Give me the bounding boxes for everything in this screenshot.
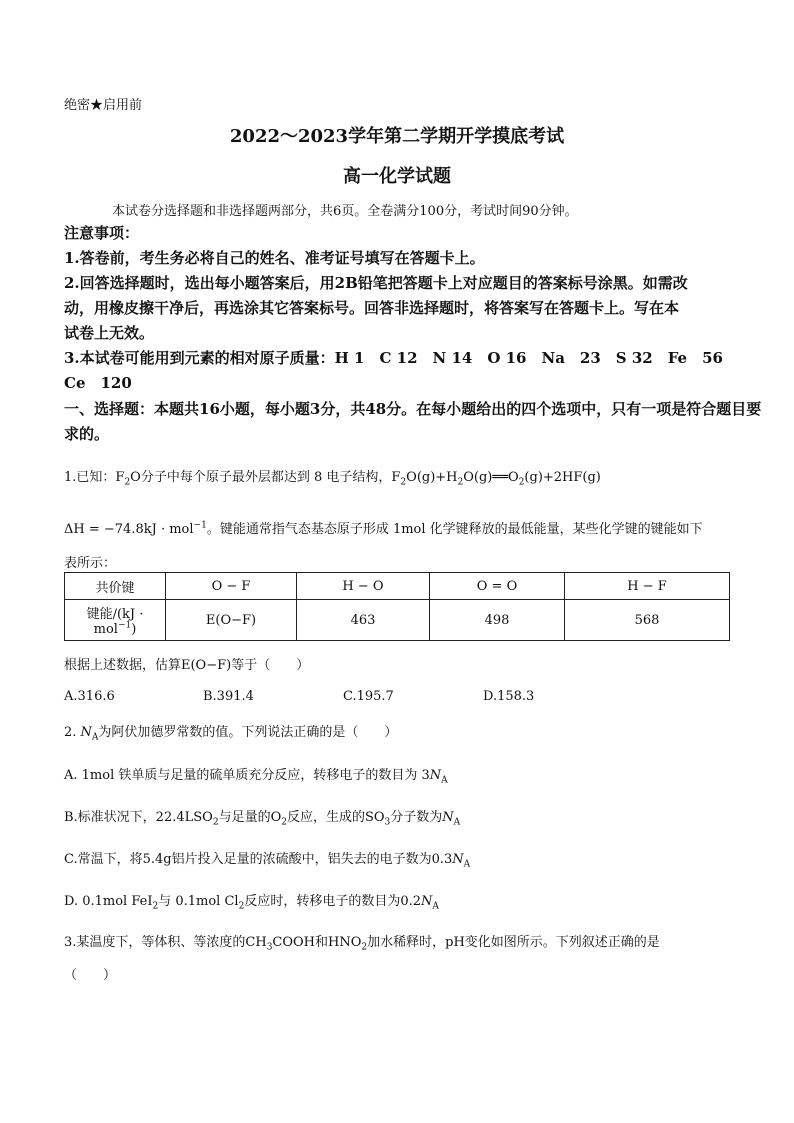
exam-intro: 本试卷分选择题和非选择题两部分，共6页。全卷满分100分，考试时间90分钟。 bbox=[112, 204, 578, 219]
notice-item-3-cont: Ce 120 bbox=[64, 374, 132, 392]
q2-option-b: B.标准状况下，$22.4LSO_2$与足量的$O_2$反应，生成的$SO_3$分子数为$N_A$ bbox=[64, 810, 461, 828]
q1-line3: 表所示： bbox=[64, 556, 117, 571]
table-header-cell: O = O bbox=[430, 573, 565, 600]
notice-heading: 注意事项： bbox=[64, 224, 140, 242]
table-header-cell: O − F bbox=[166, 573, 297, 600]
table-header-cell: H − F bbox=[565, 573, 730, 600]
q1-option-d: D.158.3 bbox=[483, 689, 535, 704]
q1-option-a: A.316.6 bbox=[64, 689, 115, 704]
section-heading-cont: 求的。 bbox=[64, 425, 110, 443]
section-heading: 一、选择题：本题共16小题，每小题3分，共48分。在每小题给出的四个选项中，只有一项是符合题目要 bbox=[64, 400, 762, 418]
notice-item-2: 2.回答选择题时，选出每小题答案后，用2B铅笔把答题卡上对应题目的答案标号涂黑。如需改 bbox=[64, 274, 688, 292]
q3-answer-blank: （ ） bbox=[64, 968, 117, 983]
q3-stem: 3.某温度下，等体积、等浓度的$CH_3COOH$和$HNO_2$加水稀释时，pH变化如图所示。下列叙述正确的是 bbox=[64, 935, 660, 953]
notice-item-2-cont: 动，用橡皮擦干净后，再选涂其它答案标号。回答非选择题时，将答案写在答题卡上。写在本 bbox=[64, 299, 680, 317]
q1-line2: ΔH = −74.8kJ · mol$^{-1}$。键能通常指气态基态原子形成 1mol 化学键释放的最低能量，某些化学键的键能如下 bbox=[64, 520, 703, 537]
bond-energy-table bbox=[64, 572, 730, 641]
q2-stem: 2. $N_A$为阿伏加德罗常数的值。下列说法正确的是（ ） bbox=[64, 725, 398, 743]
exam-title: 2022～2023学年第二学期开学摸底考试 bbox=[229, 126, 565, 147]
table-header-cell: H − O bbox=[297, 573, 430, 600]
q2-option-c: C.常温下，将5.4g铝片投入足量的浓硫酸中，铝失去的电子数为$0.3N_A$ bbox=[64, 852, 471, 870]
table-row-label: 键能/(kJ · mol$^{-1}$) bbox=[65, 600, 166, 641]
q2-option-a: A. 1mol 铁单质与足量的硫单质充分反应，转移电子的数目为 $3N_A$ bbox=[64, 768, 448, 786]
q1-equation: $F_2O(g)+H_2O(g)══O_2(g)+2HF(g)$ bbox=[391, 470, 601, 488]
notice-item-2-end: 试卷上无效。 bbox=[64, 324, 155, 342]
table-header-row bbox=[65, 573, 730, 600]
q2-option-d: D. 0.1mol FeI$_2$与 0.1mol $Cl_2$反应时，转移电子的数目为$0.2N_A$ bbox=[64, 894, 439, 912]
table-cell: E(O−F) bbox=[166, 600, 297, 641]
table-header-cell: 共价键 bbox=[65, 573, 166, 600]
table-cell: 568 bbox=[565, 600, 730, 641]
subject-title: 高一化学试题 bbox=[343, 166, 451, 187]
q1-question: 根据上述数据，估算E(O−F)等于（ ） bbox=[64, 658, 310, 673]
notice-item-3: 3.本试卷可能用到元素的相对原子质量：H 1 C 12 N 14 O 16 Na 23 S 32 Fe 56 bbox=[64, 349, 723, 367]
notice-item-1: 1.答卷前，考生务必将自己的姓名、准考证号填写在答题卡上。 bbox=[64, 249, 485, 267]
q1-option-b: B.391.4 bbox=[203, 689, 254, 704]
table-cell: 498 bbox=[430, 600, 565, 641]
q1-option-c: C.195.7 bbox=[343, 689, 394, 704]
table-row bbox=[65, 600, 730, 641]
secret-label: 绝密★启用前 bbox=[64, 98, 143, 113]
q1-line1: 1.已知：$F_2O$分子中每个原子最外层都达到 8 电子结构，$F_2O(g)+H_2O(g)══O_2(g)+2HF(g)$ bbox=[64, 470, 601, 488]
table-cell: 463 bbox=[297, 600, 430, 641]
